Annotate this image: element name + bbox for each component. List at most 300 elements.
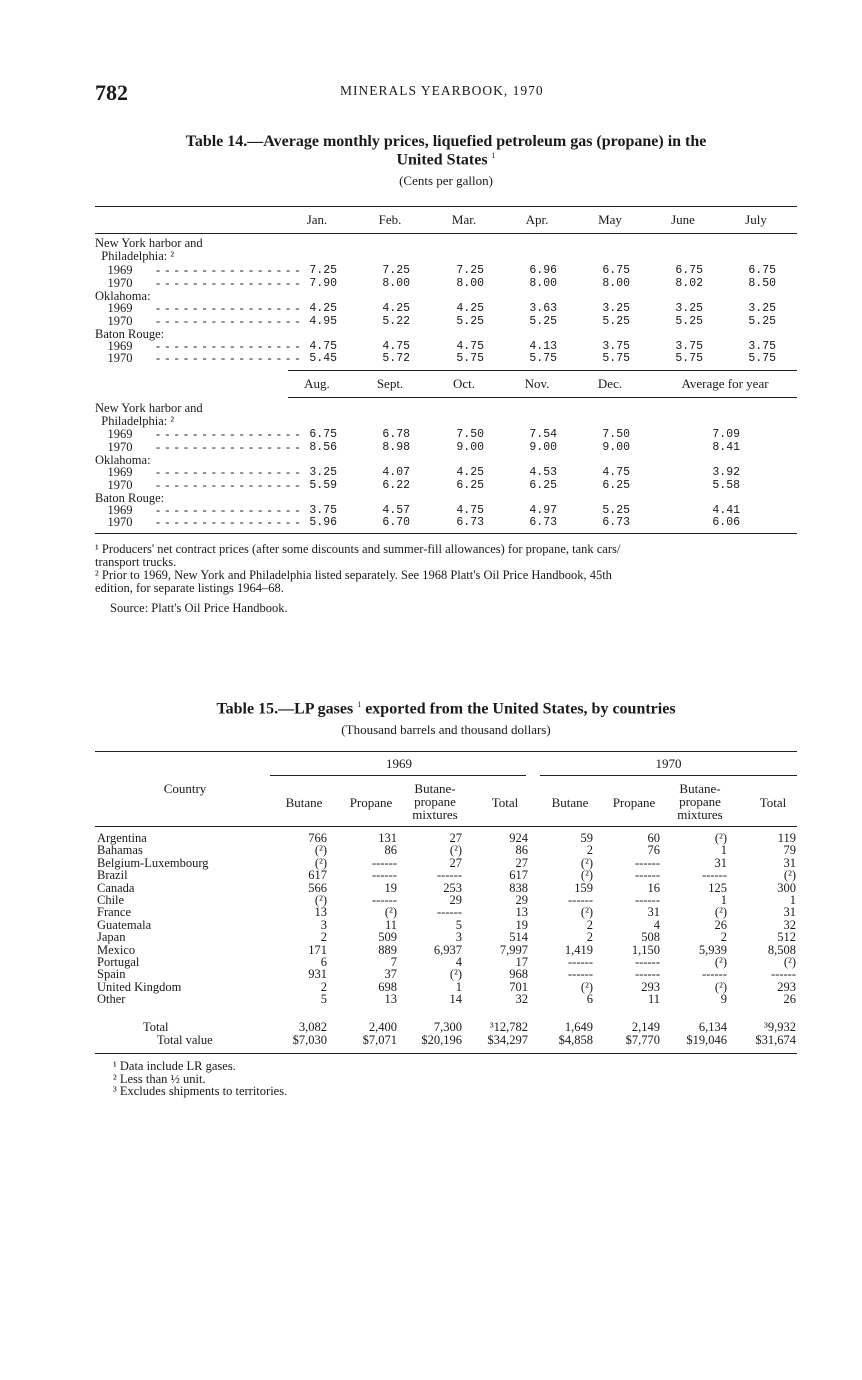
- table14-cell: 5.72: [382, 352, 410, 365]
- table15-col-butane: Butane: [285, 795, 323, 810]
- table14-cell: 4.75: [382, 340, 410, 353]
- table14-row-label: 1969: [95, 263, 133, 277]
- table14-title-note: 1: [491, 151, 496, 160]
- table15-cell: ------: [635, 868, 660, 883]
- table15-total-cell: 1,649: [564, 1020, 593, 1034]
- table14-cell-part2: 6.73: [456, 516, 484, 529]
- table15-cell: (²): [580, 979, 593, 994]
- table14-cell-part2: 6.25: [456, 479, 484, 492]
- table15-country-label: Guatemala: [97, 917, 152, 932]
- table15-total-cell: ³12,782: [489, 1020, 528, 1034]
- table14-cell: 8.00: [456, 277, 484, 290]
- table15-cell: ------: [372, 868, 397, 883]
- table15-cell: 7: [390, 955, 397, 969]
- table15-cell: 698: [378, 979, 397, 994]
- table15-year-rule-1970: [540, 775, 797, 776]
- table15-cell: 19: [384, 880, 397, 895]
- table14-cell-part2: 6.73: [529, 516, 557, 529]
- table15-cell: 1,150: [631, 942, 660, 957]
- table15-cell: 9: [720, 992, 727, 1007]
- table14-cell: 3.25: [748, 302, 776, 315]
- table14-row-label-part2: Baton Rouge:: [95, 491, 165, 505]
- table14-cell-part2: 4.53: [529, 466, 557, 479]
- table15-cell: 617: [308, 868, 327, 883]
- table14-leader-dots: - - - - - - - - - - - - - - - -: [156, 339, 301, 353]
- table14-row-label: 1970: [95, 351, 133, 365]
- table14-cell-part2: 6.22: [382, 479, 410, 492]
- table14-cell: 5.75: [675, 352, 703, 365]
- table15-cell: ------: [437, 905, 462, 920]
- table15-units: (Thousand barrels and thousand dollars): [341, 722, 551, 737]
- table15-col-mix2: propane: [679, 794, 721, 809]
- table14-cell: 5.22: [382, 315, 410, 328]
- table15-country-label: Japan: [97, 930, 126, 945]
- table15-col-mix3: mixtures: [677, 807, 723, 822]
- table15-cell: 968: [509, 967, 528, 982]
- table14-row-label: 1969: [95, 301, 133, 315]
- table15-country-label: Chile: [97, 893, 125, 907]
- table15-cell: 1: [789, 893, 796, 907]
- table15-cell: 19: [515, 917, 528, 932]
- table14-top-rule: [95, 206, 797, 207]
- table15-cell: 5,939: [698, 942, 727, 957]
- table15-cell: 17: [515, 955, 528, 969]
- table15-cell: 86: [515, 843, 528, 858]
- table15-bottom-rule: [95, 1053, 797, 1054]
- table14-source: Source: Platt's Oil Price Handbook.: [110, 601, 288, 615]
- table15-value-cell: $20,196: [421, 1033, 462, 1047]
- table15-cell: 76: [647, 843, 660, 858]
- table15-country-label: France: [97, 905, 132, 920]
- table14-col-header: June: [671, 212, 695, 227]
- table15-header-rule: [95, 826, 797, 827]
- table15-cell: 27: [515, 855, 528, 870]
- table14-cell-part2: 4.41: [712, 504, 740, 517]
- table15-footnote: ² Less than ½ unit.: [113, 1071, 206, 1086]
- table14-cell: 8.02: [675, 277, 703, 290]
- table15-cell: ------: [635, 955, 660, 969]
- table15-year-1970: 1970: [655, 756, 682, 771]
- table15-cell: 293: [777, 979, 796, 994]
- table15-cell: 7,997: [499, 942, 528, 957]
- table14-row-label-part2: Oklahoma:: [95, 453, 151, 467]
- table14-cell-part2: 5.25: [602, 504, 630, 517]
- table14-col-header2: Aug.: [304, 376, 330, 391]
- table15-cell: (²): [714, 979, 727, 994]
- table14-row-label: 1969: [95, 339, 133, 353]
- table15-cell: ------: [702, 967, 727, 982]
- table15-cell: ------: [437, 868, 462, 883]
- table15-cell: ------: [635, 967, 660, 982]
- table14-cell: 5.25: [456, 315, 484, 328]
- table14-col-header: Jan.: [306, 212, 328, 227]
- table15-cell: 86: [384, 843, 397, 858]
- table14-leader-dots: - - - - - - - - - - - - - - - -: [156, 478, 301, 492]
- table14-col-header2: Average for year: [681, 376, 769, 391]
- table15-cell: 27: [449, 855, 462, 870]
- table14-cell: 5.25: [529, 315, 557, 328]
- table14-cell: 3.25: [602, 302, 630, 315]
- table14-footnote1a: ¹ Producers' net contract prices (after some discounts and summer-fill allowances) for propane, tank cars/: [95, 542, 621, 556]
- table14-footnote2a: ² Prior to 1969, New York and Philadelphia listed separately. See 1968 Platt's Oil Price Handbook, 45th: [95, 568, 612, 582]
- table14-row-label: Oklahoma:: [95, 289, 151, 303]
- table15-cell: 838: [509, 880, 528, 895]
- table14-leader-dots: - - - - - - - - - - - - - - - -: [156, 515, 301, 529]
- table15-cell: 5: [455, 917, 462, 932]
- table15-cell: (²): [714, 905, 727, 920]
- table15-cell: 6: [320, 955, 327, 969]
- table14-col-header: Feb.: [378, 212, 402, 227]
- table15-cell: 566: [308, 880, 327, 895]
- table15-total-label: Total: [143, 1020, 169, 1034]
- table15-cell: 14: [449, 992, 462, 1007]
- table14-cell: 4.25: [309, 302, 337, 315]
- table15-cell: 125: [708, 880, 727, 895]
- table15-cell: 2: [586, 917, 593, 932]
- table14-cell-part2: 8.41: [712, 441, 740, 454]
- table14-cell: 5.25: [748, 315, 776, 328]
- table14-leader-dots: - - - - - - - - - - - - - - - -: [156, 503, 301, 517]
- table14-cell: 4.95: [309, 315, 337, 328]
- table15-cell: ------: [372, 893, 397, 907]
- table14-cell: 5.75: [748, 352, 776, 365]
- table15-value-cell: $7,030: [292, 1033, 327, 1047]
- table14-cell-part2: 7.50: [456, 428, 484, 441]
- table15-value-cell: $19,046: [686, 1033, 727, 1047]
- table14-cell-part2: 4.07: [382, 466, 410, 479]
- table15-cell: 889: [378, 942, 397, 957]
- table15-col-total: Total: [491, 795, 519, 810]
- table14-cell-part2: 9.00: [602, 441, 630, 454]
- table14-cell: 4.25: [456, 302, 484, 315]
- table14-col-header: May: [598, 212, 622, 227]
- table14-col-header2: Nov.: [524, 376, 550, 391]
- table14-cell: 5.45: [309, 352, 337, 365]
- table14-cell-part2: 8.98: [382, 441, 410, 454]
- table15-cell: (²): [580, 905, 593, 920]
- table15-cell: 2: [320, 930, 327, 945]
- table15-cell: 300: [777, 880, 796, 895]
- table14-cell-part2: 4.75: [456, 504, 484, 517]
- table15-cell: 3: [320, 917, 327, 932]
- table15-country-label: Spain: [97, 967, 126, 982]
- table15-cell: 253: [443, 880, 462, 895]
- table15-total-cell: 3,082: [298, 1020, 327, 1034]
- table14-cell-part2: 8.56: [309, 441, 337, 454]
- table14-cell: 6.75: [675, 264, 703, 277]
- table14-cell: 7.25: [382, 264, 410, 277]
- table15-col-mix1: Butane-: [414, 781, 456, 796]
- table15-cell: 293: [641, 979, 660, 994]
- table14-mid-rule: [288, 370, 797, 371]
- table15-total-cell: 6,134: [698, 1020, 727, 1034]
- table14-title-line1: Table 14.—Average monthly prices, liquefied petroleum gas (propane) in the: [185, 133, 707, 150]
- table15-cell: 2: [320, 979, 327, 994]
- table14-header2-rule: [288, 397, 797, 398]
- table15-col-propane: Propane: [349, 795, 393, 810]
- table15-cell: (²): [449, 843, 462, 858]
- table15-cell: 27: [449, 831, 462, 845]
- table14-cell-part2: 4.75: [602, 466, 630, 479]
- table15-cell: 31: [714, 855, 727, 870]
- table15-top-rule: [95, 751, 797, 752]
- table14-row-label-part2: 1970: [95, 440, 133, 454]
- table15-cell: 31: [647, 905, 660, 920]
- table15-cell: 508: [641, 930, 660, 945]
- table14-cell-part2: 4.97: [529, 504, 557, 517]
- table14-cell-part2: 7.50: [602, 428, 630, 441]
- table14-row-label-part2: 1969: [95, 503, 133, 517]
- table14-header-rule: [95, 233, 797, 234]
- table14-cell: 3.63: [529, 302, 557, 315]
- table14-cell: 5.25: [602, 315, 630, 328]
- table15-country-label: Bahamas: [97, 843, 143, 858]
- table14-col-header: Apr.: [525, 212, 549, 227]
- table15-cell: 701: [509, 979, 528, 994]
- table15-cell: 6,937: [433, 942, 462, 957]
- table14-cell-part2: 6.75: [309, 428, 337, 441]
- table14-cell: 7.25: [309, 264, 337, 277]
- table15-cell: ------: [635, 893, 660, 907]
- table15-total-cell: 2,149: [631, 1020, 660, 1034]
- table15-cell: 171: [308, 942, 327, 957]
- running-head: MINERALS YEARBOOK, 1970: [340, 83, 544, 98]
- table14-cell: 6.96: [529, 264, 557, 277]
- table14-col-header2: Dec.: [597, 376, 623, 391]
- table14-cell-part2: 7.54: [529, 428, 557, 441]
- table15-cell: (²): [783, 868, 796, 883]
- table15-cell: (²): [580, 868, 593, 883]
- table14-cell-part2: 5.59: [309, 479, 337, 492]
- table15-cell: ------: [568, 955, 593, 969]
- table15-total-cell: ³9,932: [764, 1020, 796, 1034]
- table15-cell: 512: [777, 930, 796, 945]
- table15-cell: 4: [653, 917, 660, 932]
- table15-cell: (²): [314, 843, 327, 858]
- table15-cell: 31: [783, 855, 796, 870]
- table15-cell: 11: [384, 917, 397, 932]
- table15-cell: 32: [783, 917, 796, 932]
- table14-row-label-part2: 1970: [95, 478, 133, 492]
- table14-row-label-part2: 1970: [95, 515, 133, 529]
- table15-title-note: 1: [357, 700, 362, 709]
- table15-col-mix3: mixtures: [412, 807, 458, 822]
- table15-cell: 79: [783, 843, 796, 858]
- table15-total-cell: 2,400: [368, 1020, 397, 1034]
- table14-cell: 5.75: [529, 352, 557, 365]
- table14-cell-part2: 6.06: [712, 516, 740, 529]
- table14-cell-part2: 7.09: [712, 428, 740, 441]
- table15-cell: 13: [515, 905, 528, 920]
- table14-footnote2b: edition, for separate listings 1964–68.: [95, 581, 284, 595]
- table15-cell: (²): [714, 955, 727, 969]
- table14-leader-dots: - - - - - - - - - - - - - - - -: [156, 276, 301, 290]
- table14-leader-dots: - - - - - - - - - - - - - - - -: [156, 301, 301, 315]
- table15-cell: 924: [509, 831, 528, 845]
- table15-cell: 11: [647, 992, 660, 1007]
- table14-cell-part2: 3.92: [712, 466, 740, 479]
- table15-value-cell: $31,674: [755, 1033, 796, 1047]
- table14-cell-part2: 5.58: [712, 479, 740, 492]
- table15-country-label: Argentina: [97, 831, 147, 845]
- table15-col-mix2: propane: [414, 794, 456, 809]
- table15-footnote: ¹ Data include LR gases.: [113, 1059, 236, 1073]
- table15-cell: (²): [314, 893, 327, 907]
- table15-cell: 1: [720, 843, 727, 858]
- table15-title: [95, 700, 797, 718]
- table14-cell-part2: 9.00: [456, 441, 484, 454]
- table14-cell-part2: 4.57: [382, 504, 410, 517]
- table14-cell: 3.75: [748, 340, 776, 353]
- table15-cell: 8,508: [767, 942, 796, 957]
- table15-value-cell: $4,858: [558, 1033, 593, 1047]
- table15-cell: (²): [783, 955, 796, 969]
- table15-cell: ------: [568, 893, 593, 907]
- table15-country-label: Canada: [97, 880, 135, 895]
- table14-cell: 4.13: [529, 340, 557, 353]
- table14-row-label: Baton Rouge:: [95, 327, 165, 341]
- table15-value-cell: $34,297: [487, 1033, 528, 1047]
- table15-cell: 26: [714, 917, 727, 932]
- table14-cell-part2: 5.96: [309, 516, 337, 529]
- table15-cell: (²): [449, 967, 462, 982]
- table15-cell: 26: [783, 992, 796, 1007]
- table15-cell: 13: [314, 905, 327, 920]
- table14-cell: 5.75: [602, 352, 630, 365]
- table14-leader-dots: - - - - - - - - - - - - - - - -: [156, 465, 301, 479]
- table15-value-cell: $7,770: [625, 1033, 660, 1047]
- table14-cell: 6.75: [748, 264, 776, 277]
- table15-col-butane: Butane: [551, 795, 589, 810]
- table15-cell: 514: [509, 930, 528, 945]
- table14-row-label: 1970: [95, 314, 133, 328]
- table15-cell: 13: [384, 992, 397, 1007]
- table15-cell: 60: [647, 831, 660, 845]
- table14-cell-part2: 6.73: [602, 516, 630, 529]
- table15-cell: 509: [378, 930, 397, 945]
- table15-cell: (²): [580, 855, 593, 870]
- table15-country-header: Country: [163, 781, 207, 796]
- table14-cell: 5.75: [456, 352, 484, 365]
- table15-cell: 1,419: [564, 942, 593, 957]
- table14-col-header2: Oct.: [452, 376, 476, 391]
- table15-cell: ------: [372, 855, 397, 870]
- table15-country-label: United Kingdom: [97, 979, 182, 994]
- table14-footnote1b: transport trucks.: [95, 555, 177, 569]
- table14-leader-dots: - - - - - - - - - - - - - - - -: [156, 314, 301, 328]
- table14-bottom-rule: [95, 533, 797, 534]
- table15-cell: (²): [314, 855, 327, 870]
- table14-row-label: Philadelphia: ²: [95, 249, 175, 263]
- table15-cell: 2: [720, 930, 727, 945]
- table14-title-line2: [95, 151, 797, 169]
- table14-cell: 6.75: [602, 264, 630, 277]
- table14-leader-dots: - - - - - - - - - - - - - - - -: [156, 263, 301, 277]
- table15-cell: ------: [568, 967, 593, 982]
- table15-cell: 931: [308, 967, 327, 982]
- table14-cell: 8.50: [748, 277, 776, 290]
- table15-cell: 159: [574, 880, 593, 895]
- table15-cell: ------: [771, 967, 796, 982]
- table14-cell: 7.90: [309, 277, 337, 290]
- table14-cell-part2: 9.00: [529, 441, 557, 454]
- table14-row-label-part2: New York harbor and: [95, 401, 203, 415]
- table14-cell-part2: 3.25: [309, 466, 337, 479]
- table15-country-label: Portugal: [97, 955, 140, 969]
- table14-col-header2: Sept.: [376, 376, 404, 391]
- table15-cell: (²): [714, 831, 727, 845]
- table15-cell: 3: [455, 930, 462, 945]
- table15-cell: 2: [586, 930, 593, 945]
- table15-cell: 29: [515, 893, 528, 907]
- table15-cell: 1: [455, 979, 462, 994]
- table15-cell: 5: [320, 992, 327, 1007]
- table14-cell: 3.25: [675, 302, 703, 315]
- table14-cell: 7.25: [456, 264, 484, 277]
- table15-year-1969: 1969: [386, 756, 412, 771]
- table15-cell: 1: [720, 893, 727, 907]
- table15-cell: ------: [635, 855, 660, 870]
- table14-units: (Cents per gallon): [399, 173, 493, 188]
- page-number: 782: [95, 80, 128, 105]
- table14-cell: 8.00: [529, 277, 557, 290]
- table14-cell: 4.75: [309, 340, 337, 353]
- table15-col-propane: Propane: [612, 795, 656, 810]
- table15-country-label: Brazil: [97, 868, 128, 883]
- table15-cell: 131: [378, 831, 397, 845]
- table15-cell: 766: [308, 831, 327, 845]
- table14-cell-part2: 6.78: [382, 428, 410, 441]
- table15-title-text: Table 15.—LP gases: [216, 700, 354, 718]
- table15-footnote: ³ Excludes shipments to territories.: [113, 1084, 288, 1098]
- table14-cell-part2: 6.70: [382, 516, 410, 529]
- table15-country-label: Belgium-Luxembourg: [97, 855, 209, 870]
- table15-country-label: Other: [97, 992, 126, 1007]
- table15-cell: 31: [783, 905, 796, 920]
- table15-cell: 4: [455, 955, 462, 969]
- table14-title-text: United States: [396, 151, 488, 169]
- table14-leader-dots: - - - - - - - - - - - - - - - -: [156, 351, 301, 365]
- table14-row-label: 1970: [95, 276, 133, 290]
- table14-cell: 8.00: [382, 277, 410, 290]
- table15-cell: ------: [702, 868, 727, 883]
- table14-cell: 3.75: [675, 340, 703, 353]
- table14-col-header: July: [745, 212, 767, 227]
- table14-cell: 3.75: [602, 340, 630, 353]
- table15-value-label: Total value: [157, 1033, 213, 1047]
- table14-col-header: Mar.: [451, 212, 477, 227]
- table15-title-rest: exported from the United States, by countries: [365, 700, 676, 718]
- table15-col-total: Total: [759, 795, 787, 810]
- table14-cell-part2: 6.25: [529, 479, 557, 492]
- table15-year-rule-1969: [270, 775, 526, 776]
- table14-cell: 4.75: [456, 340, 484, 353]
- table15-cell: 16: [647, 880, 660, 895]
- table14-row-label-part2: Philadelphia: ²: [95, 414, 175, 428]
- table14-cell-part2: 4.25: [456, 466, 484, 479]
- table15-value-cell: $7,071: [362, 1033, 397, 1047]
- table15-cell: 59: [580, 831, 593, 845]
- table15-cell: 617: [509, 868, 528, 883]
- table15-cell: 37: [384, 967, 397, 982]
- table15-cell: 29: [449, 893, 462, 907]
- table15-cell: (²): [384, 905, 397, 920]
- table15-country-label: Mexico: [97, 942, 136, 957]
- table14-cell: 4.25: [382, 302, 410, 315]
- table14-row-label: New York harbor and: [95, 236, 203, 250]
- table14-cell: 5.25: [675, 315, 703, 328]
- table14-leader-dots: - - - - - - - - - - - - - - - -: [156, 427, 301, 441]
